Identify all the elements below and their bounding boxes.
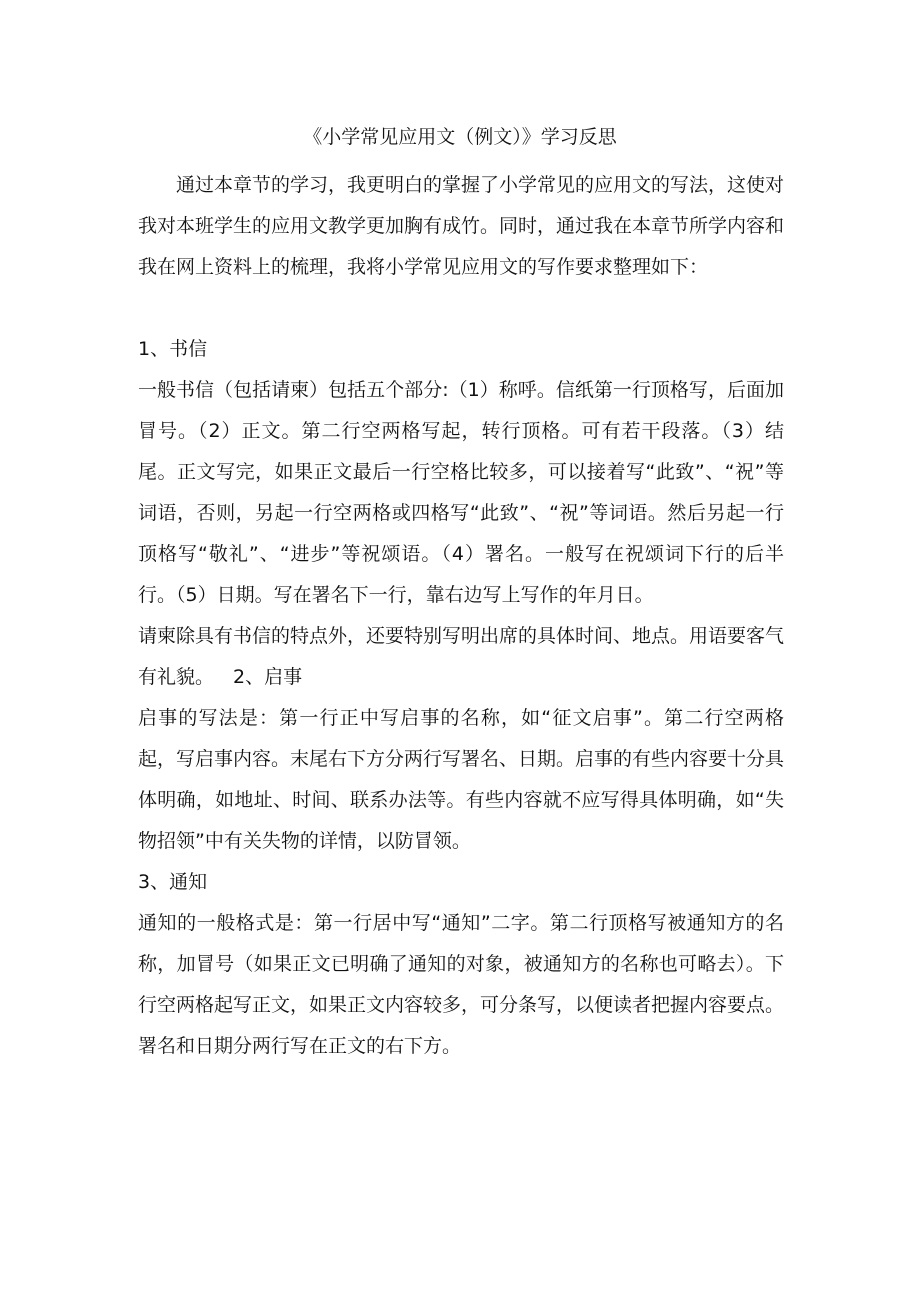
invitation-paragraph bbox=[138, 616, 784, 698]
document-body bbox=[138, 165, 784, 1067]
section-heading-letter: 1、书信 bbox=[138, 338, 208, 360]
notice-paragraph: 通知的一般格式是：第一行居中写“通知”二字。第二行顶格写被通知方的名称，加冒号（如果正文已明确了通知的对象，被通知方的名称也可略去）。下行空两格起写正文，如果正文内容较多，可分条写，以便读者把握内容要点。署名和日期分两行写在正文的右下方。 bbox=[138, 912, 785, 1057]
intro-paragraph: 通过本章节的学习，我更明白的掌握了小学常见的应用文的写法，这使对我对本班学生的应用文教学更加胸有成竹。同时，通过我在本章节所学内容和我在网上资料上的梳理，我将小学常见应用文的写作要求整理如下： bbox=[138, 174, 785, 278]
section-heading-notice: 3、通知 bbox=[138, 871, 208, 893]
paragraph-gap bbox=[138, 288, 784, 329]
notice-board-paragraph: 启事的写法是：第一行正中写启事的名称，如“征文启事”。第二行空两格起，写启事内容。末尾右下方分两行写署名、日期。启事的有些内容要十分具体明确，如地址、时间、联系办法等。有些内容就不应写得具体明确，如“失物招领”中有关失物的详情，以防冒领。 bbox=[138, 707, 785, 852]
document-title: 《小学常见应用文（例文）》学习反思 bbox=[303, 126, 617, 148]
letter-paragraph: 一般书信（包括请柬）包括五个部分:（1）称呼。信纸第一行顶格写，后面加冒号。（2）正文。第二行空两格写起，转行顶格。可有若干段落。（3）结尾。正文写完，如果正文最后一行空格比较多，可以接着写“此致”、“祝”等词语，否则，另起一行空两格或四格写“此致”、“祝”等词语。然后另起一行顶格写“敬礼”、“进步”等祝颂语。（4）署名。一般写在祝颂词下行的后半行。（5）日期。写在署名下一行，靠右边写上写作的年月日。 bbox=[138, 379, 784, 606]
invitation-text: 请柬除具有书信的特点外，还要特别写明出席的具体时间、地点。用语要客气有礼貌。 bbox=[138, 625, 785, 688]
section-heading-notice-board: 2、启事 bbox=[233, 666, 303, 688]
